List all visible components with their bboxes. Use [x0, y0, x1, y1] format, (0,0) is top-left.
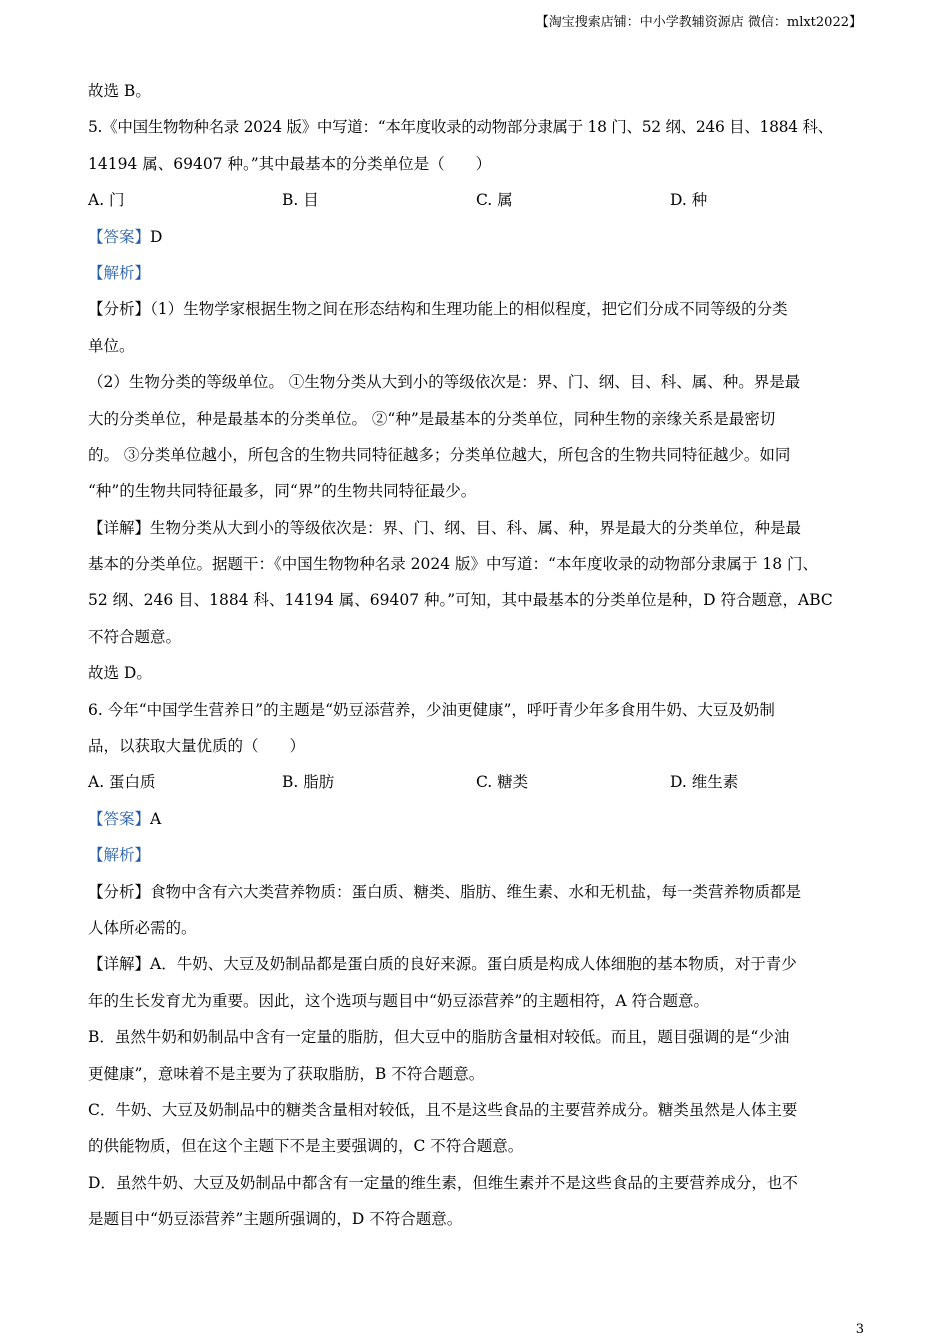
question-text: 5.《中国生物物种名录 2024 版》中写道：“本年度收录的动物部分隶属于 18 门、52 纲、246 目、1884 科、 — [88, 118, 833, 137]
answer-tag: 【答案】 — [88, 809, 151, 828]
page-header: 【淘宝搜索店铺：中小学教辅资源店 微信：mlxt2022】 — [535, 15, 862, 30]
analysis-line: 基本的分类单位。据题干：《中国生物物种名录 2024 版》中写道：“本年度收录的动物部分隶属于 18 门、 — [88, 555, 819, 574]
page-number: 3 — [855, 1322, 864, 1337]
analysis-line: 52 纲、246 目、1884 科、14194 属、69407 种。”可知，其中最基本的分类单位是种，D 符合题意，ABC — [88, 591, 833, 610]
analysis-line: 【详解】生物分类从大到小的等级依次是：界、门、纲、目、科、属、种，界是最大的分类单位，种是最 — [88, 518, 802, 537]
question-text: 6. 今年“中国学生营养日”的主题是“奶豆添营养，少油更健康”，呼吁青少年多食用牛奶、大豆及奶制 — [88, 700, 775, 719]
option-d: D. 维生素 — [670, 773, 739, 792]
analysis-line: 【分析】食物中含有六大类营养物质：蛋白质、糖类、脂肪、维生素、水和无机盐，每一类营养物质都是 — [88, 882, 802, 901]
question-6 — [88, 692, 868, 1238]
answer-options — [88, 182, 868, 218]
analysis-line: 【详解】A．牛奶、大豆及奶制品都是蛋白质的良好来源。蛋白质是构成人体细胞的基本物质，对于青少 — [88, 955, 797, 974]
option-a: A. 门 — [88, 191, 125, 210]
option-a: A. 蛋白质 — [88, 773, 156, 792]
answer-tag: 【答案】 — [88, 227, 151, 246]
analysis-line: 年的生长发育尤为重要。因此，这个选项与题目中“奶豆添营养”的主题相符，A 符合题意。 — [88, 991, 709, 1010]
question-text: 品，以获取大量优质的（ ） — [88, 737, 306, 756]
option-c: C. 属 — [476, 191, 513, 210]
question-5 — [88, 109, 868, 691]
answer-line — [88, 801, 868, 837]
analysis-line: 大的分类单位，种是最基本的分类单位。 ②“种”是最基本的分类单位，同种生物的亲缘关系是最密切 — [88, 409, 776, 428]
analysis-line: 是题目中“奶豆添营养”主题所强调的，D 不符合题意。 — [88, 1210, 463, 1229]
answer-line — [88, 219, 868, 255]
analysis-line: 【分析】（1）生物学家根据生物之间在形态结构和生理功能上的相似程度，把它们分成不同等级的分类 — [88, 300, 788, 319]
prev-choice: 故选 B。 — [88, 82, 151, 100]
option-c: C. 糖类 — [476, 773, 529, 792]
answer-options — [88, 764, 868, 800]
analysis-line: 不符合题意。 — [88, 627, 182, 646]
analysis-tag: 【解析】 — [88, 846, 151, 865]
option-b: B. 目 — [282, 191, 319, 210]
analysis-line: “种”的生物共同特征最多，同“界”的生物共同特征最少。 — [88, 482, 477, 501]
analysis-line: C．牛奶、大豆及奶制品中的糖类含量相对较低，且不是这些食品的主要营养成分。糖类虽然是人体主要 — [88, 1100, 798, 1119]
analysis-line: D．虽然牛奶、大豆及奶制品中都含有一定量的维生素，但维生素并不是这些食品的主要营养成分，也不 — [88, 1173, 798, 1192]
analysis-line: 的。 ③分类单位越小，所包含的生物共同特征越多；分类单位越大，所包含的生物共同特征越少。如同 — [88, 445, 791, 464]
analysis-line: （2）生物分类的等级单位。 ①生物分类从大到小的等级依次是：界、门、纲、目、科、属、种。界是最 — [88, 373, 801, 392]
document-body — [88, 73, 868, 1238]
answer-value: D — [150, 227, 163, 246]
analysis-line: B．虽然牛奶和奶制品中含有一定量的脂肪，但大豆中的脂肪含量相对较低。而且，题目强调的是“少油 — [88, 1028, 790, 1047]
option-d: D. 种 — [670, 191, 708, 210]
analysis-line: 更健康”，意味着不是主要为了获取脂肪，B 不符合题意。 — [88, 1064, 485, 1083]
answer-value: A — [150, 809, 162, 828]
analysis-line: 的供能物质，但在这个主题下不是主要强调的，C 不符合题意。 — [88, 1137, 524, 1156]
analysis-line: 人体所必需的。 — [88, 918, 197, 937]
final-choice: 故选 D。 — [88, 664, 152, 683]
analysis-line: 单位。 — [88, 336, 135, 355]
analysis-tag: 【解析】 — [88, 263, 151, 282]
option-b: B. 脂肪 — [282, 773, 335, 792]
question-text: 14194 属、69407 种。”其中最基本的分类单位是（ ） — [88, 154, 492, 173]
